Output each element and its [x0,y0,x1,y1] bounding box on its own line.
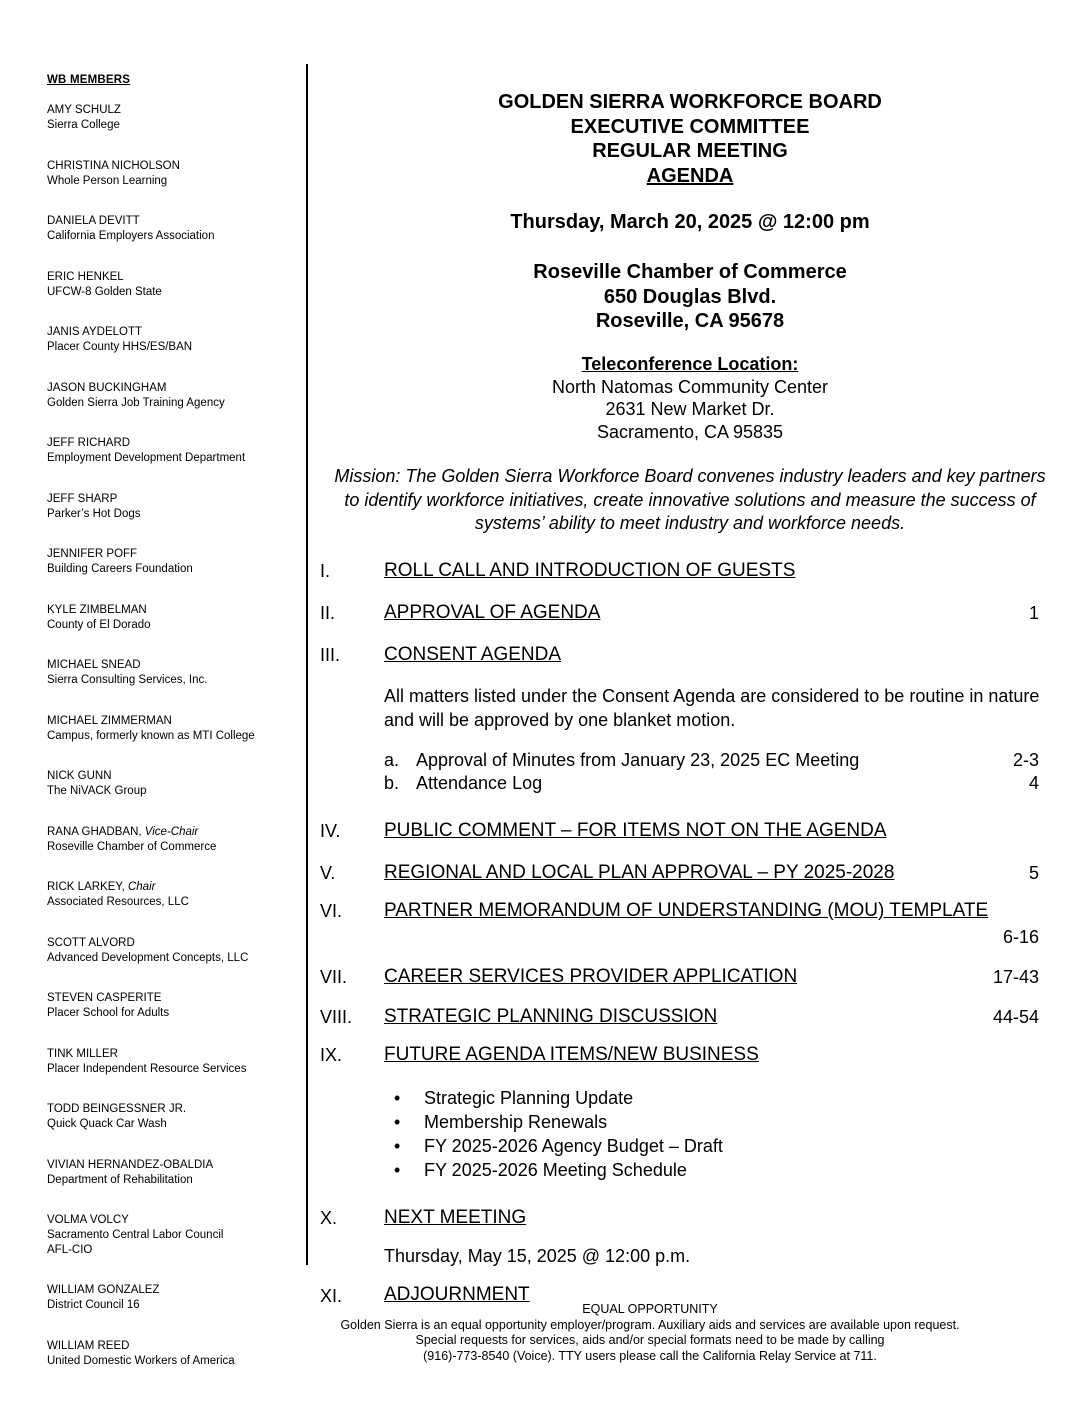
member-name: STEVEN CASPERITE [47,992,162,1004]
member-role: Chair [127,881,156,893]
sidebar-divider [306,64,308,1265]
item-title: CONSENT AGENDA [384,644,562,665]
member-name: JANIS AYDELOTT [47,326,143,338]
member-org: United Domestic Workers of America [47,1354,235,1367]
member-name-text: RICK LARKEY, [47,881,125,893]
consent-subitem [384,750,859,771]
item-page: 44-54 [992,1007,1039,1027]
consent-description: All matters listed under the Consent Agenda are considered to be routine in nature and will be approved by one blanket motion. [384,686,1040,730]
member-name: JEFF SHARP [47,492,118,505]
member-name: ERIC HENKEL [47,270,124,283]
item-title: PUBLIC COMMENT – FOR ITEMS NOT ON THE AGENDA [384,820,887,841]
subitem-page: 2-3 [1012,750,1039,770]
item-title: FUTURE AGENDA ITEMS/NEW BUSINESS [384,1044,759,1065]
member-org: Associated Resources, LLC [47,896,189,908]
member-name-text: RANA GHADBAN, [47,825,142,838]
item-title: STRATEGIC PLANNING DISCUSSION [384,1006,718,1027]
member-name: JASON BUCKINGHAM [47,381,167,394]
meeting-location [330,260,1050,334]
member-name: WILLIAM GONZALEZ [47,1284,160,1296]
member-entry [47,547,302,603]
item-number: III. [320,645,341,665]
footer-line: Golden Sierra is an equal opportunity employer/program. Auxiliary aids and services are available upon request. [340,1317,960,1332]
member-org: The NiVACK Group [47,785,147,797]
agenda-heading: AGENDA [646,164,734,187]
member-entry [47,1213,302,1283]
subitem-letter: b. [384,773,400,793]
location-line: 650 Douglas Blvd. [603,285,777,308]
member-org: District Council 16 [47,1299,140,1311]
member-name: AMY SCHULZ [47,104,121,116]
member-name: WILLIAM REED [47,1339,130,1352]
footer-line: Special requests for services, aids and/or special formats need to be made by calling [415,1333,885,1347]
item-title: PARTNER MEMORANDUM OF UNDERSTANDING (MOU) TEMPLATE [384,900,989,921]
member-name: NICK GUNN [47,770,112,782]
member-entry [47,1283,302,1339]
member-entry [47,1102,302,1158]
member-org: Quick Quack Car Wash [47,1118,167,1130]
subitem-letter: a. [384,750,400,770]
member-entry [47,658,302,714]
meeting-title-block [330,90,1050,188]
location-line: Roseville, CA 95678 [595,310,785,332]
equal-opportunity-footer [270,1302,1030,1364]
member-entry [47,103,302,159]
member-entry [47,825,302,881]
member-org: Placer Independent Resource Services [47,1062,247,1075]
item-number: II. [320,603,336,623]
teleconference-location [330,353,1050,443]
member-org: Roseville Chamber of Commerce [47,840,217,853]
member-org: Sierra Consulting Services, Inc. [47,674,208,686]
member-name: DANIELA DEVITT [47,215,140,227]
member-name: JENNIFER POFF [47,548,138,560]
item-number: VI. [320,901,343,921]
member-entry [47,492,302,548]
member-name: CHRISTINA NICHOLSON [47,159,180,172]
member-name: TINK MILLER [47,1047,118,1060]
subitem-text: Attendance Log [416,773,543,793]
item-title: ADJOURNMENT [384,1284,530,1305]
member-entry [47,436,302,492]
member-name: MICHAEL SNEAD [47,659,141,671]
next-meeting-date: Thursday, May 15, 2025 @ 12:00 p.m. [384,1246,691,1266]
teleconference-line: Sacramento, CA 95835 [596,421,784,442]
committee-name: EXECUTIVE COMMITTEE [570,115,810,138]
member-org: Advanced Development Concepts, LLC [47,951,249,964]
item-title: CAREER SERVICES PROVIDER APPLICATION [384,966,798,987]
meeting-type: REGULAR MEETING [592,140,788,162]
member-entry [47,270,302,326]
members-sidebar [47,74,302,1394]
member-org-line2: AFL-CIO [47,1244,93,1256]
member-entry [47,603,302,659]
item-title: NEXT MEETING [384,1207,527,1228]
meeting-date: Thursday, March 20, 2025 @ 12:00 pm [510,211,870,233]
location-line: Roseville Chamber of Commerce [533,261,847,283]
item-title: REGIONAL AND LOCAL PLAN APPROVAL – PY 2025-2028 [384,862,895,883]
member-org: Placer County HHS/ES/BAN [47,341,193,353]
member-name: VOLMA VOLCY [47,1214,129,1226]
item-number: XI. [320,1286,343,1306]
item-page: 1 [1028,603,1039,623]
item-number: V. [320,863,336,883]
footer-line: (916)-773-8540 (Voice). TTY users please call the California Relay Service at 711. [423,1348,877,1363]
item-number: IV. [320,821,341,841]
subitem-page: 4 [1028,773,1039,793]
list-item: • Strategic Planning Update [394,1086,723,1110]
item-page: 17-43 [992,967,1039,987]
member-entry [47,769,302,825]
member-entry [47,936,302,992]
member-org: Department of Rehabilitation [47,1173,193,1186]
member-entry [47,1158,302,1214]
member-name [47,825,302,840]
member-name: KYLE ZIMBELMAN [47,603,147,616]
members-heading: WB MEMBERS [47,74,131,86]
consent-subitem [384,773,542,794]
member-name: SCOTT ALVORD [47,936,135,949]
member-name: VIVIAN HERNANDEZ-OBALDIA [47,1158,214,1171]
member-name: JEFF RICHARD [47,437,131,449]
member-org: California Employers Association [47,230,215,242]
member-org: Employment Development Department [47,452,246,464]
list-item: • FY 2025-2026 Meeting Schedule [394,1158,723,1182]
teleconference-line: North Natomas Community Center [551,376,829,397]
item-number: IX. [320,1045,343,1065]
member-entry [47,325,302,381]
member-entry [47,214,302,270]
member-org: Building Careers Foundation [47,563,193,575]
member-entry [47,880,302,936]
member-org: Sacramento Central Labor Council [47,1229,224,1241]
list-item: • Membership Renewals [394,1110,723,1134]
mission-statement: Mission: The Golden Sierra Workforce Board convenes industry leaders and key partners to identify workforce initiatives, create innovative solutions and measure the success of systems’ ability to meet industry and workforce needs. [334,466,1046,533]
org-name: GOLDEN SIERRA WORKFORCE BOARD [498,91,882,113]
member-org: Whole Person Learning [47,174,168,187]
member-org: Campus, formerly known as MTI College [47,729,255,742]
member-org: County of El Dorado [47,618,151,631]
list-item: • FY 2025-2026 Agency Budget – Draft [394,1134,723,1158]
item-page: 5 [1028,863,1039,883]
subitem-text: Approval of Minutes from January 23, 2025 EC Meeting [416,750,860,770]
member-name [47,880,302,895]
footer-title: EQUAL OPPORTUNITY [582,1302,718,1316]
member-org: UFCW-8 Golden State [47,285,162,298]
member-entry [47,381,302,437]
member-role: Vice-Chair [144,825,199,838]
item-title: ROLL CALL AND INTRODUCTION OF GUESTS [384,560,796,581]
teleconference-line: 2631 New Market Dr. [605,399,775,419]
item-number: VIII. [320,1007,353,1027]
teleconference-heading: Teleconference Location: [581,354,799,374]
member-entry [47,1339,302,1395]
member-name: TODD BEINGESSNER JR. [47,1103,187,1115]
member-entry [47,714,302,770]
item-title: APPROVAL OF AGENDA [384,602,601,623]
member-org: Sierra College [47,119,120,131]
item-number: I. [320,561,331,581]
member-entry [47,1047,302,1103]
item-page: 6-16 [1002,927,1039,947]
item-number: VII. [320,967,348,987]
member-entry [47,159,302,215]
future-items-list [394,1086,723,1182]
item-number: X. [320,1208,338,1228]
member-org: Golden Sierra Job Training Agency [47,396,225,409]
member-name: MICHAEL ZIMMERMAN [47,714,172,727]
member-org: Parker’s Hot Dogs [47,507,141,520]
member-org: Placer School for Adults [47,1007,170,1019]
member-entry [47,991,302,1047]
